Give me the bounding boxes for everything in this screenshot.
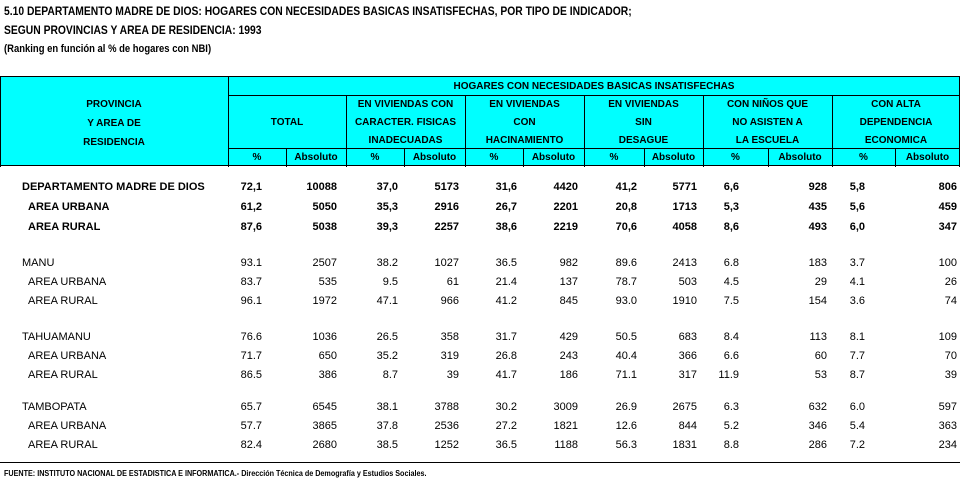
cell-percent: 37,0 bbox=[376, 181, 398, 193]
cell-percent: 61,2 bbox=[240, 201, 262, 213]
cell-percent: 72,1 bbox=[240, 181, 262, 193]
cell-absolute: 363 bbox=[938, 420, 957, 432]
header-absoluto: Absoluto bbox=[412, 152, 457, 163]
cell-absolute: 346 bbox=[808, 420, 827, 432]
header-column-label: EN VIVIENDAS CON bbox=[357, 99, 454, 110]
source-divider bbox=[0, 462, 960, 463]
cell-absolute: 493 bbox=[808, 221, 827, 233]
cell-percent: 38.2 bbox=[376, 257, 398, 269]
cell-absolute: 317 bbox=[678, 369, 697, 381]
cell-absolute: 2536 bbox=[434, 420, 459, 432]
cell-absolute: 1036 bbox=[312, 331, 337, 343]
row-label: AREA RURAL bbox=[28, 295, 98, 307]
header-column-label: EN VIVIENDAS bbox=[608, 99, 679, 110]
cell-absolute: 286 bbox=[808, 439, 827, 451]
row-label: AREA URBANA bbox=[28, 276, 107, 288]
cell-percent: 89.6 bbox=[615, 257, 637, 269]
cell-percent: 5,3 bbox=[723, 201, 739, 213]
table-row bbox=[0, 254, 960, 273]
cell-percent: 57.7 bbox=[240, 420, 262, 432]
header-column-label: LA ESCUELA bbox=[735, 135, 800, 146]
cell-percent: 93.0 bbox=[615, 295, 637, 307]
cell-absolute: 154 bbox=[808, 295, 827, 307]
cell-percent: 26.5 bbox=[376, 331, 398, 343]
cell-absolute: 2257 bbox=[434, 221, 459, 233]
cell-percent: 56.3 bbox=[615, 439, 637, 451]
cell-percent: 8.4 bbox=[723, 331, 739, 343]
header-column-label: CON NIÑOS QUE bbox=[726, 99, 809, 110]
cell-percent: 82.4 bbox=[240, 439, 262, 451]
row-label: AREA URBANA bbox=[28, 201, 110, 213]
header-column-label: CARACTER. FISICAS bbox=[354, 117, 457, 128]
cell-absolute: 358 bbox=[440, 331, 459, 343]
cell-percent: 31,6 bbox=[495, 181, 517, 193]
table-row bbox=[0, 347, 960, 366]
header-column-label: EN VIVIENDAS bbox=[489, 99, 560, 110]
cell-absolute: 10088 bbox=[306, 181, 337, 193]
cell-percent: 6.6 bbox=[723, 350, 739, 362]
table-row bbox=[0, 292, 960, 311]
cell-absolute: 535 bbox=[318, 276, 337, 288]
cell-percent: 41,2 bbox=[615, 181, 637, 193]
cell-percent: 3.7 bbox=[849, 257, 865, 269]
cell-absolute: 113 bbox=[809, 331, 827, 343]
table-subtitle: SEGUN PROVINCIAS Y AREA DE RESIDENCIA: 1993 bbox=[4, 23, 262, 37]
cell-absolute: 650 bbox=[318, 350, 337, 362]
cell-percent: 8.8 bbox=[723, 439, 739, 451]
cell-absolute: 1252 bbox=[434, 439, 459, 451]
header-group-title: HOGARES CON NECESIDADES BASICAS INSATISFECHAS bbox=[453, 81, 735, 92]
cell-percent: 9.5 bbox=[382, 276, 398, 288]
cell-absolute: 503 bbox=[678, 276, 697, 288]
cell-absolute: 26 bbox=[944, 276, 957, 288]
cell-absolute: 39 bbox=[944, 369, 957, 381]
header-pct: % bbox=[370, 152, 380, 163]
cell-absolute: 2507 bbox=[312, 257, 337, 269]
cell-percent: 8.1 bbox=[849, 331, 865, 343]
cell-percent: 6.8 bbox=[723, 257, 739, 269]
cell-percent: 93.1 bbox=[240, 257, 262, 269]
cell-absolute: 1910 bbox=[672, 295, 697, 307]
cell-percent: 47.1 bbox=[376, 295, 398, 307]
table-title: 5.10 DEPARTAMENTO MADRE DE DIOS: HOGARES CON NECESIDADES BASICAS INSATISFECHAS, POR TIPO DE INDICADOR; bbox=[4, 4, 632, 18]
cell-absolute: 3865 bbox=[312, 420, 337, 432]
cell-percent: 4.1 bbox=[849, 276, 865, 288]
cell-absolute: 243 bbox=[559, 350, 578, 362]
cell-absolute: 3788 bbox=[434, 401, 459, 413]
cell-percent: 4.5 bbox=[723, 276, 739, 288]
table-row bbox=[0, 398, 960, 417]
header-column-label: DESAGUE bbox=[618, 135, 669, 146]
cell-absolute: 60 bbox=[814, 350, 827, 362]
header-column-label: INADECUADAS bbox=[368, 135, 443, 146]
header-pct: % bbox=[731, 152, 740, 163]
cell-absolute: 5050 bbox=[312, 201, 337, 213]
cell-percent: 36.5 bbox=[495, 439, 517, 451]
cell-absolute: 2675 bbox=[672, 401, 697, 413]
cell-absolute: 806 bbox=[938, 181, 957, 193]
cell-absolute: 845 bbox=[559, 295, 578, 307]
header-absoluto: Absoluto bbox=[651, 152, 696, 163]
table-note: (Ranking en función al % de hogares con NBI) bbox=[4, 43, 212, 55]
cell-absolute: 1027 bbox=[434, 257, 459, 269]
cell-percent: 26.9 bbox=[615, 401, 637, 413]
cell-absolute: 234 bbox=[938, 439, 957, 451]
cell-absolute: 2916 bbox=[434, 201, 459, 213]
header-pct: % bbox=[609, 152, 619, 163]
table-row bbox=[0, 436, 960, 455]
cell-percent: 96.1 bbox=[240, 295, 262, 307]
row-label: AREA URBANA bbox=[28, 420, 107, 432]
cell-absolute: 3009 bbox=[553, 401, 578, 413]
cell-percent: 71.1 bbox=[615, 369, 637, 381]
cell-absolute: 319 bbox=[440, 350, 459, 362]
header-absoluto: Absoluto bbox=[531, 152, 576, 163]
cell-percent: 30.2 bbox=[495, 401, 517, 413]
cell-percent: 41.2 bbox=[495, 295, 517, 307]
table-row bbox=[0, 328, 960, 347]
cell-absolute: 2413 bbox=[672, 257, 697, 269]
cell-absolute: 100 bbox=[938, 257, 957, 269]
cell-percent: 36.5 bbox=[495, 257, 517, 269]
header-pct: % bbox=[252, 152, 262, 163]
cell-percent: 38.5 bbox=[376, 439, 398, 451]
cell-percent: 78.7 bbox=[615, 276, 637, 288]
header-pct: % bbox=[489, 152, 499, 163]
table-row bbox=[0, 178, 960, 197]
cell-percent: 87,6 bbox=[240, 221, 262, 233]
cell-absolute: 982 bbox=[559, 257, 578, 269]
cell-percent: 12.6 bbox=[615, 420, 637, 432]
cell-absolute: 53 bbox=[814, 369, 827, 381]
cell-absolute: 928 bbox=[808, 181, 827, 193]
cell-absolute: 1831 bbox=[672, 439, 697, 451]
cell-absolute: 347 bbox=[938, 221, 957, 233]
cell-absolute: 5038 bbox=[312, 221, 337, 233]
cell-percent: 50.5 bbox=[615, 331, 637, 343]
header-pct: % bbox=[859, 152, 868, 163]
cell-absolute: 70 bbox=[944, 350, 957, 362]
cell-percent: 8,6 bbox=[723, 221, 739, 233]
cell-percent: 31.7 bbox=[495, 331, 517, 343]
cell-absolute: 632 bbox=[808, 401, 827, 413]
row-label: AREA RURAL bbox=[28, 221, 101, 233]
cell-percent: 6.0 bbox=[849, 401, 865, 413]
cell-absolute: 1972 bbox=[312, 295, 337, 307]
cell-absolute: 109 bbox=[938, 331, 957, 343]
cell-absolute: 597 bbox=[938, 401, 957, 413]
cell-percent: 3.6 bbox=[849, 295, 865, 307]
row-label: AREA RURAL bbox=[28, 369, 98, 381]
header-provincia: Y AREA DE bbox=[87, 118, 141, 129]
cell-percent: 5,8 bbox=[849, 181, 865, 193]
cell-absolute: 429 bbox=[559, 331, 578, 343]
cell-percent: 11.9 bbox=[718, 369, 739, 381]
cell-percent: 41.7 bbox=[495, 369, 517, 381]
cell-absolute: 4058 bbox=[672, 221, 697, 233]
cell-percent: 83.7 bbox=[240, 276, 262, 288]
table-header bbox=[0, 76, 960, 166]
row-label: DEPARTAMENTO MADRE DE DIOS bbox=[22, 181, 205, 193]
cell-percent: 6,6 bbox=[723, 181, 739, 193]
cell-percent: 38,6 bbox=[495, 221, 517, 233]
table-row bbox=[0, 417, 960, 436]
header-column-label: HACINAMIENTO bbox=[485, 135, 564, 146]
header-provincia: PROVINCIA bbox=[86, 99, 142, 110]
cell-percent: 35.2 bbox=[376, 350, 398, 362]
row-label: MANU bbox=[22, 257, 55, 269]
header-column-label: DEPENDENCIA bbox=[859, 117, 933, 128]
cell-percent: 5.2 bbox=[723, 420, 739, 432]
cell-percent: 65.7 bbox=[240, 401, 262, 413]
header-provincia: RESIDENCIA bbox=[83, 137, 145, 148]
cell-absolute: 186 bbox=[559, 369, 578, 381]
cell-percent: 5.4 bbox=[849, 420, 865, 432]
cell-percent: 7.7 bbox=[849, 350, 865, 362]
cell-absolute: 2201 bbox=[553, 201, 578, 213]
cell-percent: 39,3 bbox=[376, 221, 398, 233]
cell-percent: 86.5 bbox=[240, 369, 262, 381]
cell-absolute: 137 bbox=[559, 276, 578, 288]
cell-percent: 8.7 bbox=[849, 369, 865, 381]
table-row bbox=[0, 366, 960, 385]
header-column-label: SIN bbox=[635, 117, 652, 128]
cell-percent: 37.8 bbox=[376, 420, 398, 432]
header-absoluto: Absoluto bbox=[778, 152, 822, 163]
header-column-label: TOTAL bbox=[270, 117, 304, 128]
cell-absolute: 459 bbox=[938, 201, 957, 213]
cell-percent: 26.8 bbox=[495, 350, 517, 362]
cell-percent: 7.5 bbox=[723, 295, 739, 307]
cell-percent: 38.1 bbox=[376, 401, 398, 413]
cell-absolute: 683 bbox=[678, 331, 697, 343]
header-column-label: CON ALTA bbox=[871, 99, 921, 110]
cell-absolute: 5771 bbox=[672, 181, 697, 193]
cell-absolute: 2680 bbox=[312, 439, 337, 451]
row-label: AREA URBANA bbox=[28, 350, 107, 362]
header-column-label: ECONOMICA bbox=[864, 135, 928, 146]
cell-absolute: 1188 bbox=[554, 439, 578, 451]
cell-absolute: 386 bbox=[318, 369, 337, 381]
cell-absolute: 183 bbox=[808, 257, 827, 269]
cell-absolute: 1713 bbox=[672, 201, 697, 213]
cell-absolute: 844 bbox=[678, 420, 697, 432]
cell-percent: 35,3 bbox=[376, 201, 398, 213]
cell-percent: 6.3 bbox=[723, 401, 739, 413]
cell-absolute: 61 bbox=[446, 276, 459, 288]
cell-percent: 26,7 bbox=[495, 201, 517, 213]
cell-percent: 5,6 bbox=[849, 201, 865, 213]
cell-percent: 70,6 bbox=[615, 221, 637, 233]
row-label: TAMBOPATA bbox=[22, 401, 87, 413]
cell-absolute: 2219 bbox=[553, 221, 578, 233]
cell-percent: 40.4 bbox=[615, 350, 637, 362]
cell-absolute: 6545 bbox=[312, 401, 337, 413]
cell-percent: 71.7 bbox=[240, 350, 262, 362]
cell-percent: 20,8 bbox=[615, 201, 637, 213]
table-row bbox=[0, 218, 960, 237]
cell-absolute: 4420 bbox=[553, 181, 578, 193]
cell-percent: 76.6 bbox=[240, 331, 262, 343]
header-absoluto: Absoluto bbox=[294, 152, 338, 163]
cell-percent: 6,0 bbox=[849, 221, 865, 233]
cell-absolute: 966 bbox=[440, 295, 459, 307]
cell-percent: 27.2 bbox=[495, 420, 517, 432]
cell-absolute: 435 bbox=[808, 201, 827, 213]
cell-percent: 21.4 bbox=[495, 276, 517, 288]
cell-absolute: 366 bbox=[678, 350, 697, 362]
header-absoluto: Absoluto bbox=[905, 152, 950, 163]
cell-absolute: 1821 bbox=[553, 420, 578, 432]
cell-percent: 7.2 bbox=[849, 439, 865, 451]
cell-absolute: 29 bbox=[814, 276, 827, 288]
cell-absolute: 74 bbox=[944, 295, 957, 307]
cell-absolute: 5173 bbox=[434, 181, 459, 193]
table-row bbox=[0, 273, 960, 292]
row-label: AREA RURAL bbox=[28, 439, 98, 451]
header-column-label: NO ASISTEN A bbox=[732, 117, 803, 128]
cell-percent: 8.7 bbox=[382, 369, 398, 381]
table-row bbox=[0, 198, 960, 217]
header-column-label: CON bbox=[513, 117, 536, 128]
cell-absolute: 39 bbox=[446, 369, 459, 381]
row-label: TAHUAMANU bbox=[22, 331, 91, 343]
source-note: FUENTE: INSTITUTO NACIONAL DE ESTADISTICA E INFORMATICA.- Dirección Técnica de Demografía y Estudios Sociales. bbox=[4, 469, 427, 478]
